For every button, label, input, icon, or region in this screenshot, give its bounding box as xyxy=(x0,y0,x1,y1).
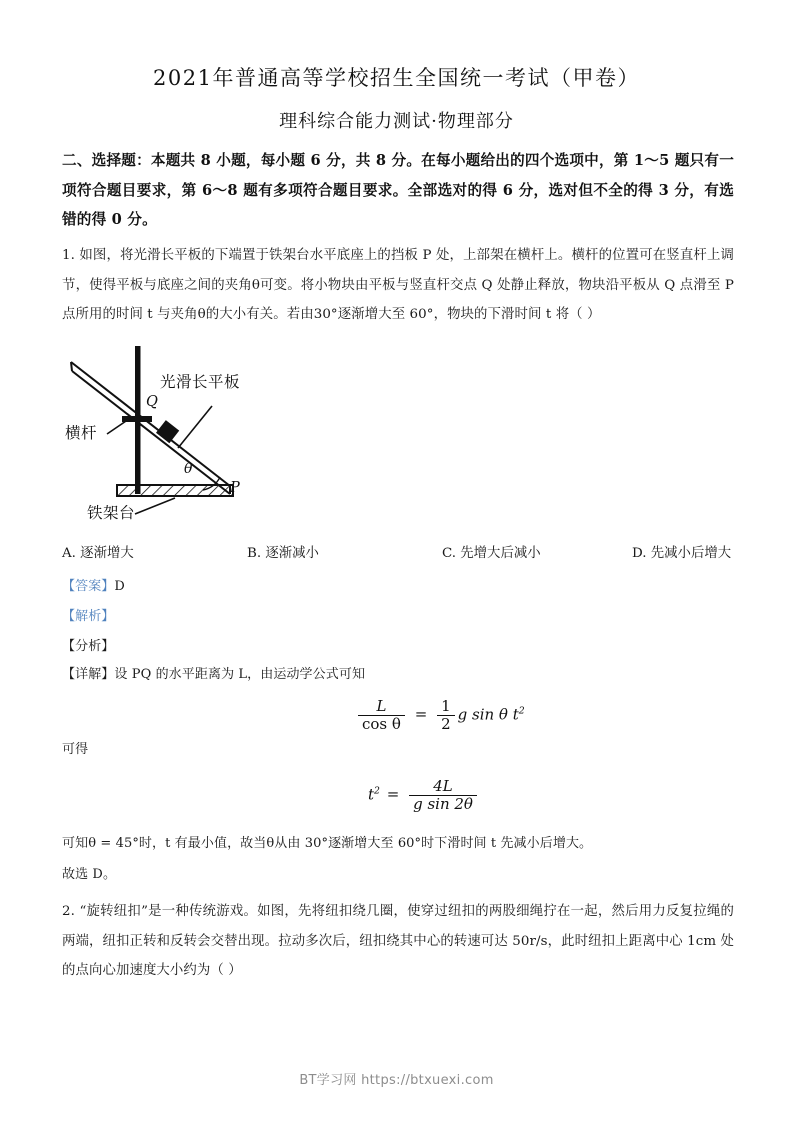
stand-leader-line xyxy=(135,498,175,514)
formula-1-lhs-denominator: cos θ xyxy=(358,715,405,733)
stand-base xyxy=(117,485,233,496)
xiangjie-text: 设 PQ 的水平距离为 L，由运动学公式可知 xyxy=(114,667,366,682)
formula-2-denominator: g sin 2θ xyxy=(409,795,477,813)
conclusion-line-2: 故选 D。 xyxy=(62,867,117,882)
formula-1-rhs-fraction xyxy=(437,698,455,733)
question-2-stem: 2. “旋转纽扣”是一种传统游戏。如图，先将纽扣绕几圈，使穿过纽扣的两股细绳拧在一起，然后用力反复拉绳的两端，纽扣正转和反转会交替出现。拉动多次后，纽扣绕其中心的转速可达 50r/s，此时纽扣上距离中心 1cm 处的点向心加速度大小约为（ ） xyxy=(62,904,734,978)
xiangjie-line xyxy=(62,666,734,684)
formula-2-equals: = xyxy=(386,785,400,804)
footer-watermark: BT学习网 https://btxuexi.com xyxy=(299,1073,494,1088)
crossbar-leader-line xyxy=(107,417,132,434)
formula-1-lhs-fraction xyxy=(358,698,405,733)
page-subtitle: 理科综合能力测试·物理部分 xyxy=(279,111,514,132)
question-1-figure xyxy=(60,338,390,538)
page-title: 2021年普通高等学校招生全国统一考试（甲卷） xyxy=(153,66,640,90)
choice-a[interactable]: A. 逐渐增大 xyxy=(62,546,134,561)
formula-2-numerator: 4L xyxy=(433,777,453,795)
formula-2-lhs-exponent: 2 xyxy=(374,785,380,797)
formula-1-exponent: 2 xyxy=(518,705,525,717)
question-1-stem: 1. 如图，将光滑长平板的下端置于铁架台水平底座上的挡板 P 处，上部架在横杆上。横杆的位置可在竖直杆上调节，使得平板与底座之间的夹角θ可变。将小物块由平板与竖直杆交点 Q 处静止释放，物块沿平板从 Q 点滑至 P 点所用的时间 t 与夹角θ的大小有关。若由30°逐渐增大至 60°，物块的下滑时间 t 将（ ） xyxy=(62,248,734,322)
choice-d[interactable]: D. 先减小后增大 xyxy=(632,546,732,561)
label-point-q: Q xyxy=(146,394,158,410)
question-1-choices xyxy=(62,542,734,561)
answer-line xyxy=(62,578,734,596)
xiangjie-tag: 【详解】 xyxy=(62,667,115,682)
plank-leader-line xyxy=(178,406,212,448)
jiexi-tag: 【解析】 xyxy=(62,609,115,624)
formula-1-equals: = xyxy=(414,705,428,724)
choice-c[interactable]: C. 先增大后减小 xyxy=(442,546,541,561)
label-smooth-long-plank: 光滑长平板 xyxy=(160,373,241,391)
answer-value: D xyxy=(114,579,125,594)
section-instructions: 二、选择题：本题共 8 小题，每小题 6 分，共 8 分。在每小题给出的四个选项中，第 1～5 题只有一项符合题目要求，第 6～8 题有多项符合题目要求。全部选对的得 6 分，选对但不全的得 3 分，有选错的得 0 分。 xyxy=(62,152,734,228)
formula-1-rhs-denominator: 2 xyxy=(437,715,455,733)
label-point-p: P xyxy=(230,480,240,496)
label-crossbar: 横杆 xyxy=(65,424,98,442)
keda-text: 可得 xyxy=(62,742,89,757)
label-iron-stand: 铁架台 xyxy=(87,504,136,522)
formula-1-rhs-numerator: 1 xyxy=(441,697,451,715)
label-angle-theta: θ xyxy=(184,461,193,477)
choice-b[interactable]: B. 逐渐减小 xyxy=(247,546,319,561)
answer-tag: 【答案】 xyxy=(62,579,115,594)
formula-2-fraction xyxy=(409,778,477,813)
formula-2-lhs: t xyxy=(368,785,375,804)
formula-1-rhs-rest: g sin θ t xyxy=(457,705,519,724)
formula-1-lhs-numerator: L xyxy=(376,697,387,715)
formula-2 xyxy=(368,778,480,813)
formula-1 xyxy=(355,698,525,733)
conclusion-line-1: 可知θ = 45°时，t 有最小值，故当θ从由 30°逐渐增大至 60°时下滑时间 t 先减小后增大。 xyxy=(62,836,593,851)
fenxi-tag: 【分析】 xyxy=(62,639,115,654)
